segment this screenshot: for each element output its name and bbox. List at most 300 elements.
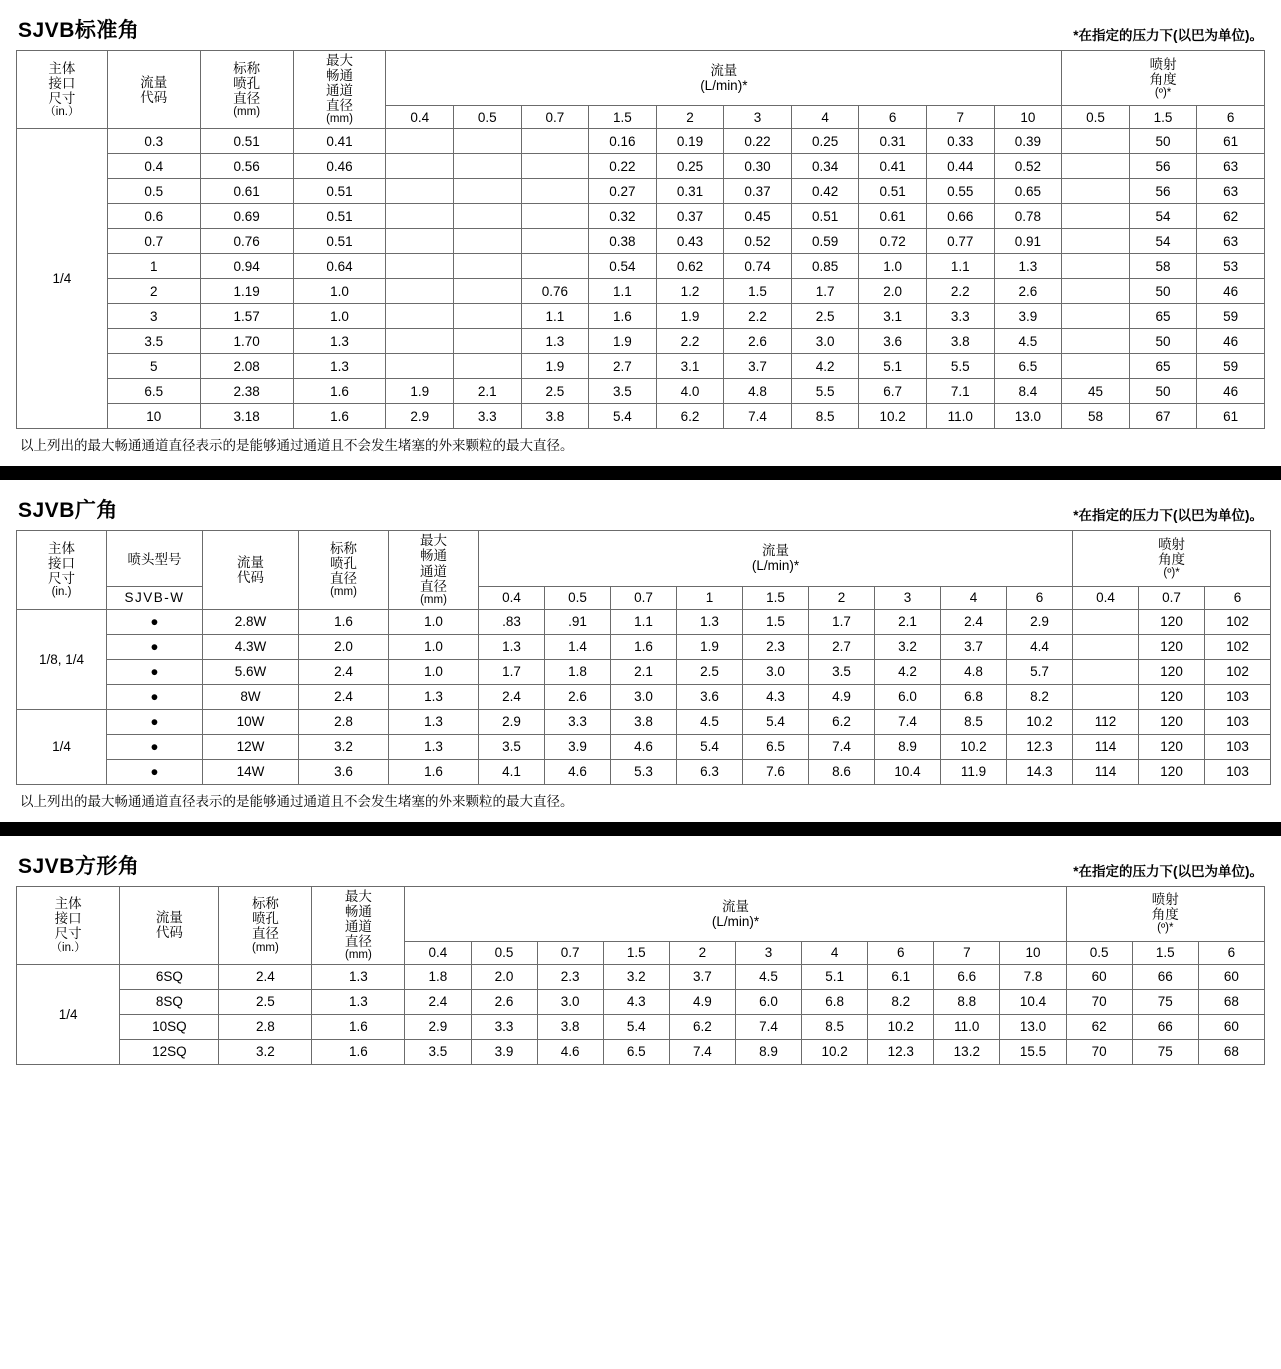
- table-row: [17, 254, 1265, 279]
- cell-flow-value: 4.5: [677, 709, 743, 734]
- cell-flow-value: 3.9: [471, 1039, 537, 1064]
- cell-spray-angle: 60: [1198, 964, 1264, 989]
- cell-flow-value: 2.6: [994, 279, 1062, 304]
- cell-free-passage: 1.0: [293, 304, 386, 329]
- cell-spray-angle: 66: [1132, 1014, 1198, 1039]
- cell-spray-angle: [1062, 204, 1130, 229]
- cell-flow-value: 3.3: [454, 404, 522, 429]
- cell-flow-value: 0.38: [589, 229, 657, 254]
- cell-flow-value: 2.0: [859, 279, 927, 304]
- cell-orifice-diameter: 0.76: [200, 229, 293, 254]
- cell-flow-value: 1.9: [386, 379, 454, 404]
- header-body-size: 主体 接口 尺寸 （in.）: [17, 886, 120, 964]
- cell-flow-value: [454, 179, 522, 204]
- cell-flow-value: 3.3: [926, 304, 994, 329]
- header-pressure: 2: [669, 941, 735, 964]
- cell-flow-value: 1.1: [926, 254, 994, 279]
- cell-flow-value: 3.8: [926, 329, 994, 354]
- cell-flow-value: 7.4: [809, 734, 875, 759]
- cell-flow-code: 12W: [203, 734, 299, 759]
- cell-spray-angle: 61: [1197, 129, 1265, 154]
- table-row: [17, 684, 1271, 709]
- cell-flow-value: 0.59: [791, 229, 859, 254]
- cell-flow-value: 2.4: [479, 684, 545, 709]
- cell-flow-value: 2.5: [791, 304, 859, 329]
- section-divider: [0, 466, 1281, 480]
- cell-flow-value: 3.5: [405, 1039, 471, 1064]
- cell-orifice-diameter: 2.0: [299, 634, 389, 659]
- cell-spray-angle: 59: [1197, 304, 1265, 329]
- cell-flow-value: 4.6: [537, 1039, 603, 1064]
- cell-flow-value: 0.22: [724, 129, 792, 154]
- header-pressure: 1: [677, 586, 743, 609]
- section-note: *在指定的压力下(以巴为单位)。: [1073, 28, 1263, 43]
- header-angle-pressure: 0.5: [1062, 106, 1130, 129]
- cell-free-passage: 0.64: [293, 254, 386, 279]
- cell-flow-value: 0.77: [926, 229, 994, 254]
- cell-flow-value: 13.0: [1000, 1014, 1066, 1039]
- cell-flow-value: [521, 154, 589, 179]
- cell-flow-value: 0.32: [589, 204, 657, 229]
- table-header-row-1: [17, 886, 1265, 941]
- cell-flow-value: 2.1: [454, 379, 522, 404]
- cell-flow-value: 3.7: [941, 634, 1007, 659]
- cell-flow-value: 2.2: [724, 304, 792, 329]
- cell-flow-value: 8.5: [941, 709, 1007, 734]
- cell-flow-value: 3.5: [589, 379, 657, 404]
- cell-spray-angle: 102: [1205, 634, 1271, 659]
- cell-flow-value: 3.1: [859, 304, 927, 329]
- cell-spray-angle: 50: [1129, 279, 1197, 304]
- cell-flow-code: 3.5: [107, 329, 200, 354]
- cell-flow-value: 8.9: [735, 1039, 801, 1064]
- cell-spray-angle: 45: [1062, 379, 1130, 404]
- cell-spray-angle: 61: [1197, 404, 1265, 429]
- cell-flow-value: 2.2: [656, 329, 724, 354]
- cell-flow-value: 7.4: [669, 1039, 735, 1064]
- cell-spray-angle: 54: [1129, 229, 1197, 254]
- cell-flow-value: 13.2: [934, 1039, 1000, 1064]
- cell-orifice-diameter: 3.18: [200, 404, 293, 429]
- cell-spray-angle: 70: [1066, 989, 1132, 1014]
- cell-flow-value: 6.6: [934, 964, 1000, 989]
- cell-orifice-diameter: 3.6: [299, 759, 389, 784]
- section-note: *在指定的压力下(以巴为单位)。: [1073, 863, 1263, 879]
- header-pressure: 3: [724, 106, 792, 129]
- cell-flow-value: 3.8: [521, 404, 589, 429]
- cell-flow-value: 4.5: [994, 329, 1062, 354]
- cell-flow-value: 2.7: [589, 354, 657, 379]
- cell-flow-value: 1.3: [521, 329, 589, 354]
- cell-flow-value: 4.1: [479, 759, 545, 784]
- cell-flow-value: 15.5: [1000, 1039, 1066, 1064]
- cell-orifice-diameter: 2.4: [299, 684, 389, 709]
- cell-spray-angle: 120: [1139, 709, 1205, 734]
- cell-flow-value: 10.4: [1000, 989, 1066, 1014]
- header-pressure: 10: [994, 106, 1062, 129]
- table-row: [17, 179, 1265, 204]
- header-pressure: 0.4: [386, 106, 454, 129]
- cell-flow-code: 4.3W: [203, 634, 299, 659]
- cell-flow-value: 1.7: [479, 659, 545, 684]
- header-nozzle-model: 喷头型号: [107, 531, 203, 586]
- cell-flow-value: [454, 254, 522, 279]
- cell-flow-value: 0.30: [724, 154, 792, 179]
- cell-flow-value: 0.34: [791, 154, 859, 179]
- cell-flow-value: 10.2: [941, 734, 1007, 759]
- cell-flow-value: [386, 329, 454, 354]
- cell-flow-value: 0.37: [656, 204, 724, 229]
- cell-spray-angle: 114: [1073, 759, 1139, 784]
- cell-spray-angle: [1073, 609, 1139, 634]
- cell-spray-angle: 70: [1066, 1039, 1132, 1064]
- header-pressure: 7: [926, 106, 994, 129]
- header-body-size: 主体 接口 尺寸 （in.）: [17, 51, 108, 129]
- cell-flow-value: 8.5: [791, 404, 859, 429]
- cell-flow-code: 10W: [203, 709, 299, 734]
- header-pressure: 0.5: [471, 941, 537, 964]
- table-row: [17, 379, 1265, 404]
- cell-spray-angle: 120: [1139, 759, 1205, 784]
- cell-orifice-diameter: 2.5: [219, 989, 312, 1014]
- cell-flow-value: 1.9: [656, 304, 724, 329]
- cell-flow-code: 5.6W: [203, 659, 299, 684]
- cell-flow-code: 0.7: [107, 229, 200, 254]
- cell-flow-value: 5.1: [802, 964, 868, 989]
- cell-flow-value: 1.9: [677, 634, 743, 659]
- cell-orifice-diameter: 0.61: [200, 179, 293, 204]
- table-row: [17, 154, 1265, 179]
- section-title: SJVB标准角: [18, 19, 140, 42]
- cell-flow-value: 2.5: [521, 379, 589, 404]
- cell-flow-value: 6.2: [656, 404, 724, 429]
- cell-flow-value: 3.7: [669, 964, 735, 989]
- cell-flow-value: 0.44: [926, 154, 994, 179]
- cell-flow-value: 4.2: [875, 659, 941, 684]
- cell-free-passage: 1.6: [293, 404, 386, 429]
- cell-free-passage: 1.3: [293, 329, 386, 354]
- cell-spray-angle: 114: [1073, 734, 1139, 759]
- cell-orifice-diameter: 0.56: [200, 154, 293, 179]
- cell-flow-value: 0.85: [791, 254, 859, 279]
- cell-flow-value: 6.2: [669, 1014, 735, 1039]
- header-orifice-diameter: 标称 喷孔 直径 (mm): [299, 531, 389, 609]
- cell-flow-code: 8W: [203, 684, 299, 709]
- section-header: [16, 490, 1265, 530]
- table-row: [17, 1039, 1265, 1064]
- cell-spray-angle: 103: [1205, 759, 1271, 784]
- cell-flow-value: 4.3: [743, 684, 809, 709]
- table-row: [17, 354, 1265, 379]
- table-row: [17, 204, 1265, 229]
- cell-flow-value: 1.6: [589, 304, 657, 329]
- table-row: [17, 304, 1265, 329]
- cell-flow-value: 4.6: [611, 734, 677, 759]
- cell-flow-value: 4.0: [656, 379, 724, 404]
- header-flow-group: 流量 (L/min)*: [479, 531, 1073, 586]
- cell-flow-value: 2.4: [405, 989, 471, 1014]
- cell-flow-value: 7.8: [1000, 964, 1066, 989]
- cell-free-passage: 1.6: [389, 759, 479, 784]
- table-row: [17, 709, 1271, 734]
- cell-flow-code: 1: [107, 254, 200, 279]
- cell-flow-code: 2: [107, 279, 200, 304]
- header-pressure: 3: [875, 586, 941, 609]
- cell-flow-code: 2.8W: [203, 609, 299, 634]
- header-flow-code: 流量 代码: [107, 51, 200, 129]
- cell-spray-angle: 46: [1197, 329, 1265, 354]
- cell-free-passage: 1.0: [389, 634, 479, 659]
- cell-flow-value: 2.6: [724, 329, 792, 354]
- header-pressure: 4: [941, 586, 1007, 609]
- header-pressure: 1.5: [743, 586, 809, 609]
- cell-flow-value: [521, 179, 589, 204]
- table-row: [17, 229, 1265, 254]
- header-pressure: 4: [791, 106, 859, 129]
- cell-free-passage: 0.51: [293, 204, 386, 229]
- cell-model-mark: ●: [107, 684, 203, 709]
- cell-flow-value: 2.9: [479, 709, 545, 734]
- table-header-row-1: [17, 531, 1271, 586]
- table-footnote: 以上列出的最大畅通通道直径表示的是能够通过通道且不会发生堵塞的外来颗粒的最大直径。: [20, 438, 574, 454]
- cell-flow-value: 1.2: [656, 279, 724, 304]
- header-free-passage-diameter: 最大 畅通 通道 直径 (mm): [293, 51, 386, 129]
- cell-flow-value: 12.3: [1007, 734, 1073, 759]
- cell-flow-value: 0.42: [791, 179, 859, 204]
- header-flow-code: 流量 代码: [120, 886, 219, 964]
- cell-free-passage: 1.6: [312, 1039, 405, 1064]
- cell-flow-value: [386, 154, 454, 179]
- cell-flow-value: 0.31: [656, 179, 724, 204]
- cell-flow-value: 3.9: [994, 304, 1062, 329]
- cell-spray-angle: 46: [1197, 379, 1265, 404]
- cell-spray-angle: 58: [1129, 254, 1197, 279]
- cell-flow-code: 10: [107, 404, 200, 429]
- cell-flow-value: [386, 204, 454, 229]
- cell-flow-value: 4.9: [669, 989, 735, 1014]
- cell-flow-value: 2.9: [386, 404, 454, 429]
- cell-flow-value: [386, 354, 454, 379]
- cell-flow-value: 5.3: [611, 759, 677, 784]
- cell-flow-value: 3.7: [724, 354, 792, 379]
- header-orifice-diameter: 标称 喷孔 直径 (mm): [219, 886, 312, 964]
- cell-flow-value: 10.2: [1007, 709, 1073, 734]
- cell-flow-value: 6.1: [868, 964, 934, 989]
- cell-flow-value: 0.54: [589, 254, 657, 279]
- cell-spray-angle: 50: [1129, 379, 1197, 404]
- cell-spray-angle: [1062, 154, 1130, 179]
- cell-flow-value: 3.1: [656, 354, 724, 379]
- header-pressure: 2: [656, 106, 724, 129]
- cell-spray-angle: 120: [1139, 734, 1205, 759]
- cell-flow-value: [521, 254, 589, 279]
- cell-flow-value: 12.3: [868, 1039, 934, 1064]
- cell-flow-value: 2.4: [941, 609, 1007, 634]
- cell-flow-value: 4.2: [791, 354, 859, 379]
- cell-body-size: 1/8, 1/4: [17, 609, 107, 709]
- cell-flow-value: 8.2: [1007, 684, 1073, 709]
- cell-spray-angle: 103: [1205, 734, 1271, 759]
- cell-flow-value: 4.5: [735, 964, 801, 989]
- table-row: [17, 964, 1265, 989]
- cell-flow-value: 3.5: [479, 734, 545, 759]
- cell-flow-value: 1.3: [479, 634, 545, 659]
- cell-flow-value: [386, 179, 454, 204]
- cell-body-size: 1/4: [17, 964, 120, 1064]
- cell-body-size: 1/4: [17, 129, 108, 429]
- cell-flow-value: [521, 129, 589, 154]
- cell-model-mark: ●: [107, 659, 203, 684]
- cell-spray-angle: 60: [1198, 1014, 1264, 1039]
- cell-flow-value: 14.3: [1007, 759, 1073, 784]
- cell-spray-angle: [1073, 684, 1139, 709]
- cell-flow-value: 1.9: [589, 329, 657, 354]
- cell-spray-angle: 63: [1197, 179, 1265, 204]
- cell-flow-value: 3.3: [545, 709, 611, 734]
- cell-spray-angle: 50: [1129, 129, 1197, 154]
- cell-flow-value: [454, 354, 522, 379]
- spec-table-wide-angle: [16, 530, 1271, 784]
- cell-flow-value: 0.25: [791, 129, 859, 154]
- cell-body-size: 1/4: [17, 709, 107, 784]
- cell-flow-value: 11.0: [934, 1014, 1000, 1039]
- cell-orifice-diameter: 0.51: [200, 129, 293, 154]
- section-title: SJVB方形角: [18, 854, 140, 878]
- cell-flow-value: [454, 329, 522, 354]
- cell-flow-code: 0.6: [107, 204, 200, 229]
- header-angle-pressure: 0.5: [1066, 941, 1132, 964]
- cell-flow-value: 6.0: [735, 989, 801, 1014]
- cell-flow-value: 2.5: [677, 659, 743, 684]
- cell-orifice-diameter: 1.6: [299, 609, 389, 634]
- header-pressure: 0.7: [537, 941, 603, 964]
- cell-flow-value: 0.45: [724, 204, 792, 229]
- cell-spray-angle: 68: [1198, 1039, 1264, 1064]
- cell-spray-angle: [1062, 129, 1130, 154]
- cell-flow-value: 2.6: [471, 989, 537, 1014]
- header-pressure: 0.5: [545, 586, 611, 609]
- header-flow-code: 流量 代码: [203, 531, 299, 609]
- section-wide-angle: [0, 480, 1281, 821]
- cell-spray-angle: 103: [1205, 709, 1271, 734]
- cell-spray-angle: 62: [1066, 1014, 1132, 1039]
- cell-spray-angle: 63: [1197, 154, 1265, 179]
- table-body: [17, 609, 1271, 784]
- cell-flow-value: 0.55: [926, 179, 994, 204]
- cell-flow-value: 3.0: [743, 659, 809, 684]
- section-title: SJVB广角: [18, 499, 118, 523]
- cell-flow-value: 5.5: [926, 354, 994, 379]
- cell-spray-angle: [1062, 229, 1130, 254]
- cell-free-passage: 1.3: [312, 989, 405, 1014]
- cell-flow-code: 0.5: [107, 179, 200, 204]
- cell-spray-angle: 53: [1197, 254, 1265, 279]
- cell-flow-value: 0.52: [994, 154, 1062, 179]
- cell-free-passage: 1.3: [293, 354, 386, 379]
- cell-free-passage: 1.0: [293, 279, 386, 304]
- header-pressure: 6: [859, 106, 927, 129]
- table-row: [17, 759, 1271, 784]
- cell-spray-angle: 68: [1198, 989, 1264, 1014]
- header-free-passage-diameter: 最大 畅通 通道 直径 (mm): [312, 886, 405, 964]
- cell-flow-value: 7.6: [743, 759, 809, 784]
- cell-free-passage: 0.51: [293, 229, 386, 254]
- cell-orifice-diameter: 1.70: [200, 329, 293, 354]
- header-flow-group: 流量 (L/min)*: [386, 51, 1062, 106]
- header-angle-pressure: 6: [1205, 586, 1271, 609]
- cell-flow-value: 2.9: [1007, 609, 1073, 634]
- cell-flow-code: 0.4: [107, 154, 200, 179]
- section-standard-angle: [0, 0, 1281, 466]
- cell-flow-value: 1.4: [545, 634, 611, 659]
- cell-flow-value: [454, 304, 522, 329]
- cell-spray-angle: 59: [1197, 354, 1265, 379]
- cell-flow-value: 0.91: [994, 229, 1062, 254]
- section-divider: [0, 822, 1281, 836]
- cell-flow-value: 5.1: [859, 354, 927, 379]
- cell-flow-code: 12SQ: [120, 1039, 219, 1064]
- cell-orifice-diameter: 2.8: [219, 1014, 312, 1039]
- cell-flow-value: 3.2: [603, 964, 669, 989]
- header-angle-pressure: 1.5: [1132, 941, 1198, 964]
- cell-flow-value: 2.7: [809, 634, 875, 659]
- cell-flow-value: 5.5: [791, 379, 859, 404]
- cell-spray-angle: 112: [1073, 709, 1139, 734]
- table-row: [17, 1014, 1265, 1039]
- cell-flow-value: 1.9: [521, 354, 589, 379]
- header-pressure: 6: [1007, 586, 1073, 609]
- cell-flow-value: 2.6: [545, 684, 611, 709]
- header-angle-group: 喷射 角度 (º)*: [1062, 51, 1265, 106]
- cell-flow-value: 5.7: [1007, 659, 1073, 684]
- header-pressure: 4: [802, 941, 868, 964]
- cell-orifice-diameter: 0.94: [200, 254, 293, 279]
- spec-table-standard-angle: [16, 50, 1265, 429]
- cell-spray-angle: 66: [1132, 964, 1198, 989]
- header-pressure: 1.5: [589, 106, 657, 129]
- table-footnote: 以上列出的最大畅通通道直径表示的是能够通过通道且不会发生堵塞的外来颗粒的最大直径。: [20, 793, 574, 809]
- cell-flow-value: 6.3: [677, 759, 743, 784]
- cell-model-mark: ●: [107, 759, 203, 784]
- cell-flow-value: 1.8: [405, 964, 471, 989]
- cell-flow-value: 0.31: [859, 129, 927, 154]
- cell-flow-value: 4.3: [603, 989, 669, 1014]
- cell-flow-value: 11.9: [941, 759, 1007, 784]
- cell-flow-value: 1.1: [611, 609, 677, 634]
- cell-flow-value: 6.0: [875, 684, 941, 709]
- header-pressure: 3: [735, 941, 801, 964]
- spec-table-square-angle: [16, 886, 1265, 1065]
- cell-flow-value: 6.8: [941, 684, 1007, 709]
- header-pressure: 0.5: [454, 106, 522, 129]
- cell-flow-value: 4.6: [545, 759, 611, 784]
- cell-flow-value: 10.4: [875, 759, 941, 784]
- header-flow-group: 流量 (L/min)*: [405, 886, 1066, 941]
- cell-orifice-diameter: 2.08: [200, 354, 293, 379]
- cell-flow-value: 1.1: [521, 304, 589, 329]
- cell-free-passage: 0.41: [293, 129, 386, 154]
- cell-flow-value: [386, 279, 454, 304]
- cell-spray-angle: 120: [1139, 684, 1205, 709]
- cell-orifice-diameter: 3.2: [219, 1039, 312, 1064]
- header-nozzle-model-code: SJVB-W: [107, 586, 203, 609]
- cell-flow-code: 3: [107, 304, 200, 329]
- cell-model-mark: ●: [107, 609, 203, 634]
- header-angle-pressure: 0.7: [1139, 586, 1205, 609]
- header-pressure: 0.4: [479, 586, 545, 609]
- cell-flow-value: 0.66: [926, 204, 994, 229]
- cell-flow-value: 4.8: [724, 379, 792, 404]
